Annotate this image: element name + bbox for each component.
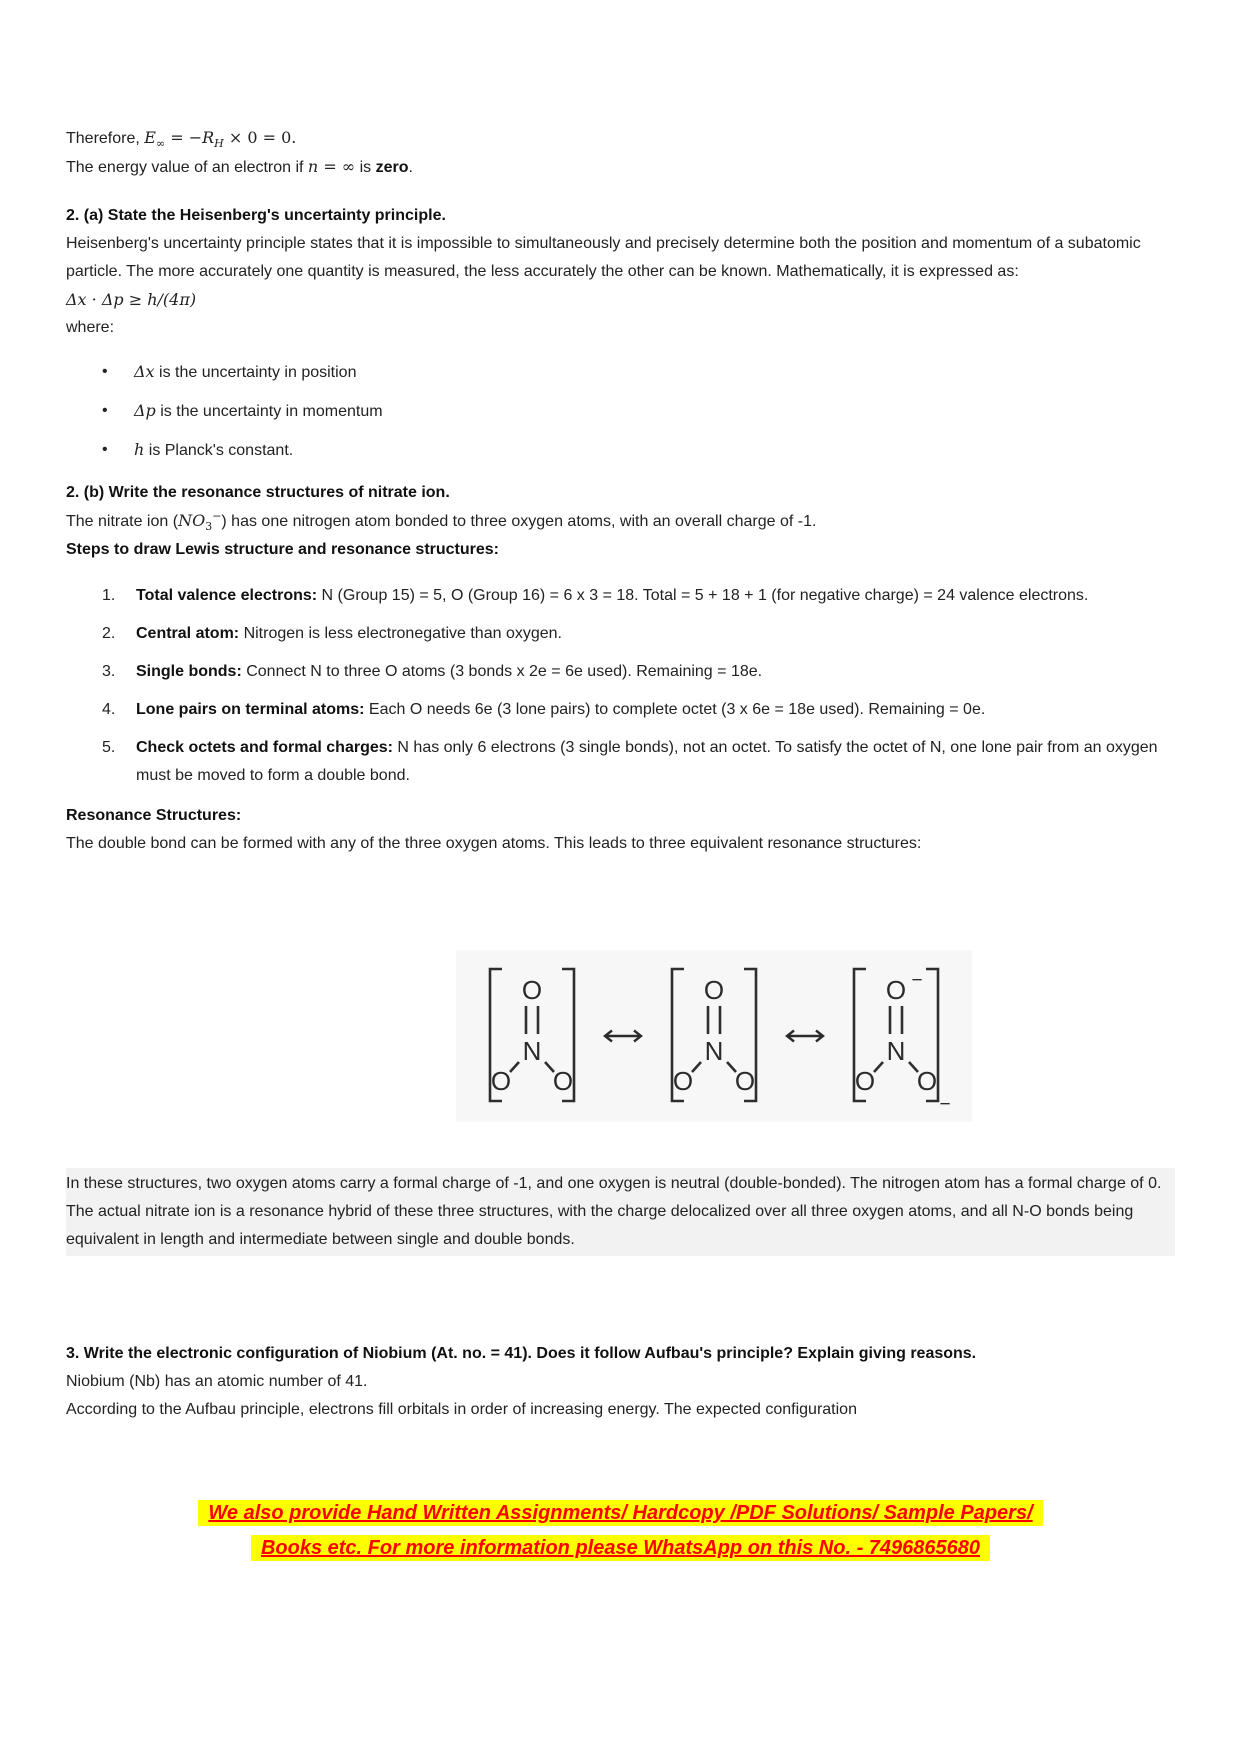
math-delta-p: Δp xyxy=(134,401,156,420)
step-text xyxy=(136,620,1175,648)
oxygen-atom-top: O xyxy=(885,975,907,1005)
text-run: The nitrate ion ( xyxy=(66,513,179,530)
text-run: Therefore, xyxy=(66,130,145,147)
text-run: is the uncertainty in momentum xyxy=(155,403,383,420)
bullet-text xyxy=(134,397,383,426)
text-run: N (Group 15) = 5, O (Group 16) = 6 x 3 = 18. Total = 5 + 18 + 1 (for negative charge) = 24 valence electrons. xyxy=(317,587,1089,604)
step-text xyxy=(136,658,1175,686)
bullet-text xyxy=(134,358,356,387)
promo-footer-line-2: Books etc. For more information please WhatsApp on this No. - 7496865680 xyxy=(251,1535,990,1561)
where-label: where: xyxy=(66,319,115,336)
step-number: 2. xyxy=(102,625,116,642)
steps-heading: Steps to draw Lewis structure and resonance structures: xyxy=(66,541,500,558)
nitrate-structure-1 xyxy=(476,960,588,1112)
resonance-arrow-icon xyxy=(782,1027,828,1045)
oxygen-atom-top: O xyxy=(521,975,543,1005)
nitrate-structure-3 xyxy=(840,960,952,1112)
text-run: × 0 = 0. xyxy=(223,128,297,147)
step-number: 1. xyxy=(102,587,116,604)
nitrogen-atom: N xyxy=(522,1036,542,1066)
bottom-charge-label: − xyxy=(939,1094,951,1112)
oxygen-atom-right: O xyxy=(552,1066,574,1096)
oxygen-atom-top: O xyxy=(703,975,725,1005)
step-lead-in: Single bonds: xyxy=(136,663,242,680)
text-run: Nitrogen is less electronegative than oxygen. xyxy=(239,625,562,642)
math-R: R xyxy=(202,128,215,147)
step-item-4 xyxy=(66,696,1175,724)
single-bond-line xyxy=(510,1062,519,1072)
top-charge-label: − xyxy=(911,970,923,991)
list-item xyxy=(66,397,1175,426)
step-item-3 xyxy=(66,658,1175,686)
intro-line-energy-value xyxy=(66,153,1175,182)
text-run: is the uncertainty in position xyxy=(154,364,357,381)
question-3-line-2: According to the Aufbau principle, electrons fill orbitals in order of increasing energy. The expected configuration xyxy=(66,1401,857,1418)
text-run: ) has one nitrogen atom bonded to three oxygen atoms, with an overall charge of -1. xyxy=(221,513,817,530)
lewis-structure-steps-list xyxy=(66,582,1175,790)
bullet-icon: • xyxy=(102,363,108,380)
bullet-text xyxy=(134,436,293,465)
text-run: is xyxy=(355,159,376,176)
step-item-1 xyxy=(66,582,1175,610)
bullet-icon: • xyxy=(102,441,108,458)
question-2b-heading: 2. (b) Write the resonance structures of nitrate ion. xyxy=(66,484,450,501)
list-item xyxy=(66,436,1175,465)
step-text xyxy=(136,582,1175,610)
text-run: Each O needs 6e (3 lone pairs) to complete octet (3 x 6e = 18e used). Remaining = 0e. xyxy=(364,701,986,718)
step-text xyxy=(136,734,1175,790)
intro-line-energy-formula xyxy=(66,124,1175,153)
uncertainty-terms-list xyxy=(66,358,1175,465)
resonance-conclusion-paragraph: In these structures, two oxygen atoms carry a formal charge of -1, and one oxygen is neutral (double-bonded). The nitrogen atom has a formal charge of 0. The actual nitrate ion is a resonance hybrid of these three structures, with the charge delocalized over all three oxygen atoms, and all N-O bonds being equivalent in length and intermediate between single and double bonds. xyxy=(66,1168,1175,1256)
math-R-subscript: H xyxy=(214,137,224,151)
math-E-subscript: ∞ xyxy=(155,137,166,151)
resonance-structures-heading: Resonance Structures: xyxy=(66,807,242,824)
math-delta-x: Δx xyxy=(134,362,155,381)
list-item xyxy=(66,358,1175,387)
nitrate-structure-2 xyxy=(658,960,770,1112)
text-run: is Planck's constant. xyxy=(144,442,294,459)
single-bond-line xyxy=(874,1062,883,1072)
question-3-line-1: Niobium (Nb) has an atomic number of 41. xyxy=(66,1373,368,1390)
oxygen-atom-right: O xyxy=(734,1066,756,1096)
text-run: . xyxy=(408,159,413,176)
math-NO3-formula: NO xyxy=(178,511,206,530)
promo-footer xyxy=(66,1496,1175,1566)
resonance-arrow-icon xyxy=(600,1027,646,1045)
step-item-5 xyxy=(66,734,1175,790)
oxygen-atom-left: O xyxy=(490,1066,512,1096)
math-h: h xyxy=(134,440,145,459)
question-3-heading: 3. Write the electronic configuration of Niobium (At. no. = 41). Does it follow Aufbau's principle? Explain giving reasons. xyxy=(66,1345,977,1362)
bullet-icon: • xyxy=(102,402,108,419)
oxygen-atom-right: O xyxy=(916,1066,938,1096)
nitrogen-atom: N xyxy=(886,1036,906,1066)
step-text xyxy=(136,696,1175,724)
step-number: 4. xyxy=(102,701,116,718)
math-n-infinity: n = ∞ xyxy=(307,157,356,176)
question-3-section xyxy=(66,1340,1175,1424)
step-lead-in: Check octets and formal charges: xyxy=(136,739,393,756)
step-lead-in: Total valence electrons: xyxy=(136,587,318,604)
step-lead-in: Central atom: xyxy=(136,625,240,642)
question-2a-heading: 2. (a) State the Heisenberg's uncertainty principle. xyxy=(66,207,446,224)
single-bond-line xyxy=(692,1062,701,1072)
resonance-structures-intro: The double bond can be formed with any of the three oxygen atoms. This leads to three equivalent resonance structures: xyxy=(66,835,922,852)
question-2a-body: Heisenberg's uncertainty principle states that it is impossible to simultaneously and precisely determine both the position and momentum of a subatomic particle. The more accurately one quantity is measured, the less accurately the other can be known. Mathematically, it is expressed as: xyxy=(66,235,1141,280)
nitrate-resonance-figure xyxy=(456,950,972,1122)
text-run: = − xyxy=(165,128,203,147)
oxygen-atom-left: O xyxy=(854,1066,876,1096)
oxygen-atom-left: O xyxy=(672,1066,694,1096)
promo-footer-line-1: We also provide Hand Written Assignments/ Hardcopy /PDF Solutions/ Sample Papers/ xyxy=(198,1500,1042,1526)
math-E: E xyxy=(144,128,156,147)
math-NO3-charge: − xyxy=(212,509,222,523)
nitrogen-atom: N xyxy=(704,1036,724,1066)
step-lead-in: Lone pairs on terminal atoms: xyxy=(136,701,365,718)
step-number: 3. xyxy=(102,663,116,680)
step-number: 5. xyxy=(102,739,116,756)
text-run: The energy value of an electron if xyxy=(66,159,308,176)
bold-zero: zero xyxy=(375,159,409,176)
text-run: N has only 6 electrons (3 single bonds), not an octet. To satisfy the octet of N, one lone pair from an oxygen must be moved to form a double bond. xyxy=(136,739,1158,784)
nitrate-intro-line xyxy=(66,507,1175,536)
uncertainty-formula: Δx · Δp ≥ h/(4π) xyxy=(66,290,197,309)
step-item-2 xyxy=(66,620,1175,648)
text-run: Connect N to three O atoms (3 bonds x 2e = 6e used). Remaining = 18e. xyxy=(241,663,763,680)
math-NO3-subscript: 3 xyxy=(205,520,213,534)
